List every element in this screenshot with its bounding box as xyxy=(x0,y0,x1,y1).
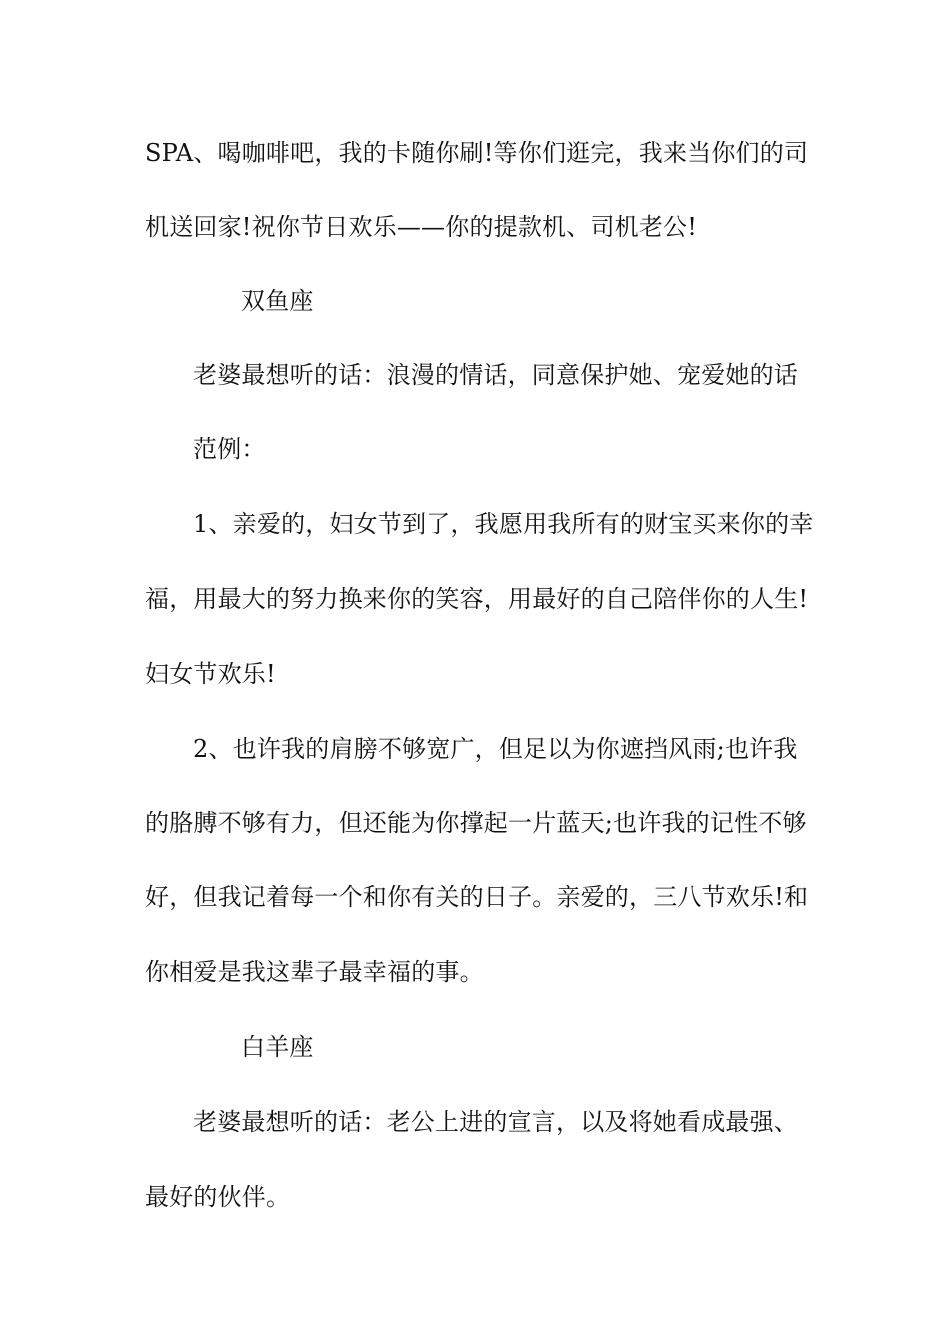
text-line: 1、亲爱的，妇女节到了，我愿用我所有的财宝买来你的幸 xyxy=(193,510,814,538)
text-line: 福，用最大的努力换来你的笑容，用最好的自己陪伴你的人生! xyxy=(145,585,809,613)
section-heading-aries: 白羊座 xyxy=(241,1033,314,1061)
text-line: 妇女节欢乐! xyxy=(145,660,276,688)
text-line: 机送回家!祝你节日欢乐——你的提款机、司机老公! xyxy=(145,213,698,241)
text-line: 老婆最想听的话：浪漫的情话，同意保护她、宠爱她的话 xyxy=(193,361,798,389)
text-line: SPA、喝咖啡吧，我的卡随你刷!等你们逛完，我来当你们的司 xyxy=(145,139,809,167)
text-line: 的胳膊不够有力，但还能为你撑起一片蓝天;也许我的记性不够 xyxy=(145,809,807,837)
text-line: 2、也许我的肩膀不够宽广，但足以为你遮挡风雨;也许我 xyxy=(193,735,798,763)
text-line: 好，但我记着每一个和你有关的日子。亲爱的，三八节欢乐!和 xyxy=(145,883,809,911)
section-heading-pisces: 双鱼座 xyxy=(241,287,314,315)
text-line: 最好的伙伴。 xyxy=(145,1183,291,1211)
text-line: 你相爱是我这辈子最幸福的事。 xyxy=(145,958,484,986)
text-line: 范例： xyxy=(193,435,266,463)
text-line: 老婆最想听的话：老公上进的宣言，以及将她看成最强、 xyxy=(193,1108,798,1136)
